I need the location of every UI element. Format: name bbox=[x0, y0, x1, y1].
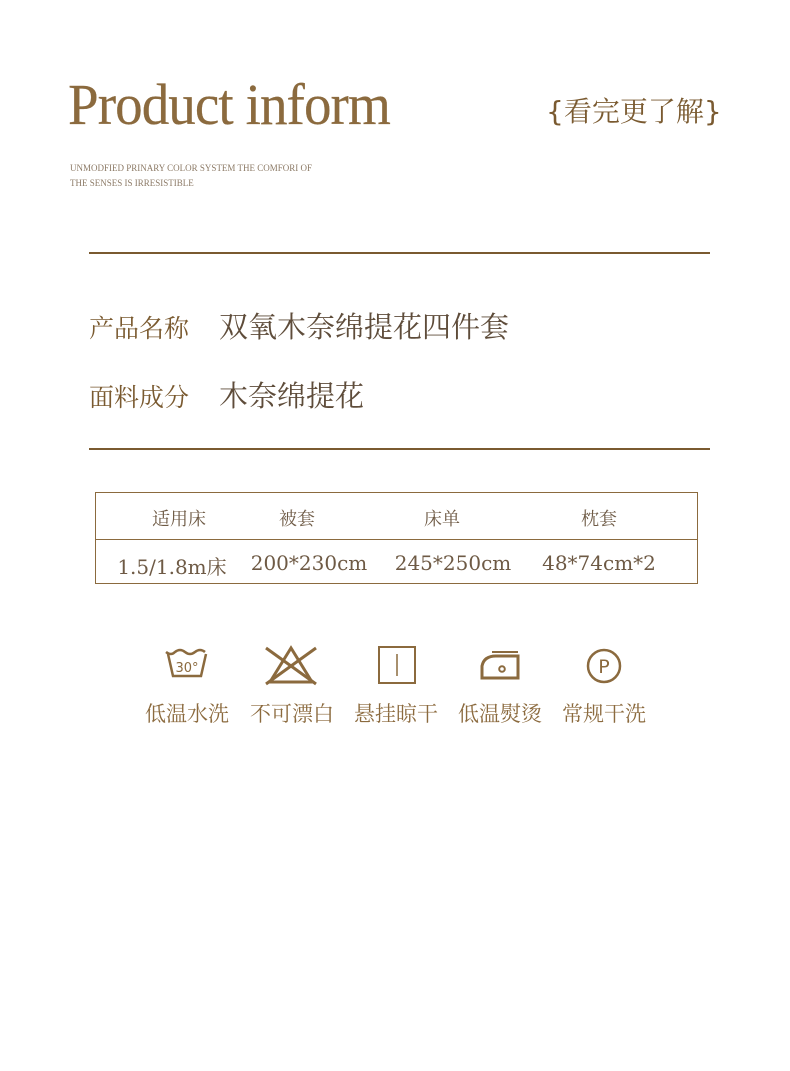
more-info-link[interactable]: {看完更了解} bbox=[546, 95, 722, 128]
table-cell-pillowcase: 48*74cm*2 bbox=[542, 551, 656, 575]
material-row bbox=[89, 374, 364, 415]
table-header-sheet: 床单 bbox=[424, 509, 460, 530]
page-title: Product inform bbox=[68, 72, 390, 137]
table-cell-sheet: 245*250cm bbox=[394, 551, 512, 575]
dry-clean-letter: P bbox=[598, 656, 610, 678]
product-name-value: 双氧木奈绵提花四件套 bbox=[219, 310, 510, 344]
table-header-pillowcase: 枕套 bbox=[581, 509, 617, 530]
dry-clean-p-icon bbox=[581, 644, 629, 688]
care-label-line-dry: 悬挂晾干 bbox=[354, 702, 438, 726]
wash-temp-text: 30° bbox=[175, 661, 199, 676]
product-name-label: 产品名称 bbox=[89, 314, 190, 343]
care-label-wash: 低温水洗 bbox=[145, 702, 229, 726]
wash-30-icon bbox=[163, 644, 211, 688]
table-cell-bed: 1.5/1.8m床 bbox=[117, 555, 227, 579]
product-name-row bbox=[89, 305, 509, 346]
table-header-bed: 适用床 bbox=[152, 509, 206, 530]
material-value: 木奈绵提花 bbox=[219, 379, 365, 413]
line-dry-icon bbox=[374, 644, 422, 688]
care-label-dry-clean: 常规干洗 bbox=[562, 702, 646, 726]
size-spec-table bbox=[95, 492, 698, 584]
table-cell-duvet: 200*230cm bbox=[250, 551, 368, 575]
care-label-no-bleach: 不可漂白 bbox=[250, 702, 334, 726]
table-header-duvet: 被套 bbox=[279, 509, 315, 530]
bottom-divider bbox=[89, 448, 710, 450]
table-divider bbox=[96, 539, 697, 540]
iron-low-icon bbox=[478, 644, 526, 688]
material-label: 面料成分 bbox=[89, 383, 190, 412]
no-bleach-icon bbox=[262, 644, 320, 688]
top-divider bbox=[89, 252, 710, 254]
care-label-iron: 低温熨烫 bbox=[458, 702, 542, 726]
page-subtitle: UNMODFIED PRINARY COLOR SYSTEM THE COMFORI OF THE SENSES IS IRRESISTIBLE bbox=[70, 163, 313, 188]
